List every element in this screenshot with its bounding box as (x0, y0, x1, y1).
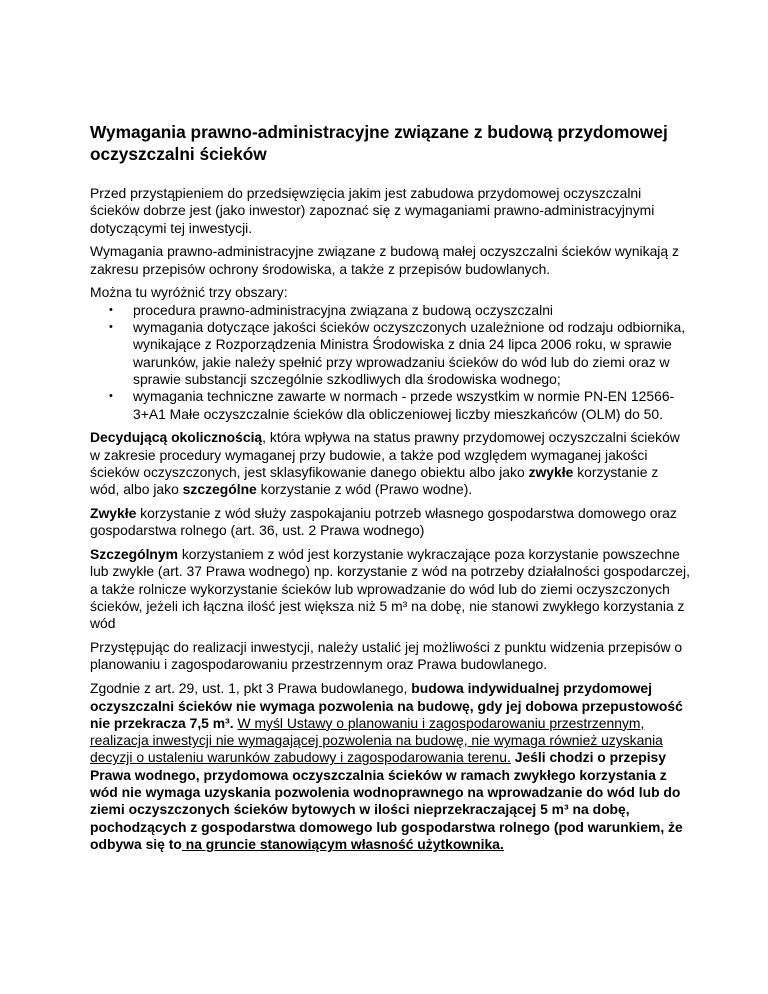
text-run: korzystanie z wód (Prawo wodne). (256, 481, 473, 498)
text-run: korzystaniem z wód jest korzystanie wykraczające poza korzystanie powszechne lub zwykłe (art. 37 Prawa wodnego) np. korzystanie z wód na potrzeby działalności gospodarczej, a także rolnicze wykorzystanie ścieków lub wprowadzanie do wód lub do ziemi oczyszczonych ścieków, jeżeli ich łączna ilość jest większa niż 5 m³ na dobę, nie stanowi zwykłego korzystania z wód (90, 546, 690, 632)
bold-text: budowa indywidualnej przydomowej oczyszczalni ścieków nie wymaga pozwolenia na budowę, gdy jej dobowa przepustowość nie przekracza 7,5 m³. (90, 680, 683, 731)
text-run: korzystanie z wód, albo jako (90, 463, 659, 498)
bullet-icon: • (109, 321, 113, 334)
text-run: korzystanie z wód służy zaspokajaniu potrzeb własnego gospodarstwa domowego oraz gospodarstwa rolnego (art. 36, ust. 2 Prawa wodnego) (90, 505, 677, 539)
bullet-icon: • (109, 303, 113, 316)
areas-list (90, 302, 690, 423)
decisive-circumstance-paragraph (90, 429, 690, 498)
list-item (109, 388, 690, 423)
areas-intro-paragraph: Można tu wyróżnić trzy obszary: (90, 284, 288, 301)
intro-paragraph: Przed przystąpieniem do przedsięwzięcia jakim jest zabudowa przydomowej oczyszczalni ścieków dobrze jest (jako inwestor) zapoznać się z wymaganiami prawno-administracyjnymi dotyczącymi tej inwestycji. (90, 185, 655, 236)
bold-text: Decydującą okolicznością (90, 429, 263, 446)
bold-text: szczególne (182, 481, 257, 498)
text-run: , która wpływa na status prawny przydomowej oczyszczalni ścieków w zakresie procedury wymaganej przy budowie, a także pod względem wymaganej jakości ścieków oczyszczonych, jest sklasyfikowanie danego obiektu albo jako (90, 429, 680, 480)
text-run: Zgodnie z art. 29, ust. 1, pkt 3 Prawa budowlanego, (90, 680, 412, 697)
requirements-paragraph: Wymagania prawno-administracyjne związane z budową małej oczyszczalni ścieków wynikają z zakresu przepisów ochrony środowiska, a także z przepisów budowlanych. (90, 243, 679, 277)
underlined-text: na gruncie stanowiącym własność użytkownika. (181, 835, 504, 852)
list-item-text: procedura prawno-administracyjna związana z budową oczyszczalni (133, 301, 554, 318)
list-item (109, 301, 690, 319)
bold-text: Zwykłe (90, 505, 137, 522)
bold-text: Jeśli chodzi o przepisy Prawa wodnego, przydomowa oczyszczalnia ścieków w ramach zwykłego korzystania z wód nie wymaga uzyskania pozwolenia wodnoprawnego na wprowadzanie do wód lub do ziemi oczyszczonych ścieków bytowych w ilości nieprzekraczającej 5 m³ na dobę, pochodzących z gospodarstwa domowego lub gospodarstwa rolnego (pod warunkiem, że odbywa się to (90, 749, 683, 852)
planning-paragraph: Przystępując do realizacji inwestycji, należy ustalić jej możliwości z punktu widzenia przepisów o planowaniu i zagospodarowaniu przestrzennym oraz Prawa budowlanego. (90, 639, 683, 673)
list-item-text: wymagania dotyczące jakości ścieków oczyszczonych uzależnione od rodzaju odbiornika, wynikające z Rozporządzenia Ministra Środowiska z dnia 24 lipca 2006 roku, w sprawie warunków, jakie należy spełnić przy wprowadzaniu ścieków do wód lub do ziemi oraz w sprawie substancji szczególnie szkodliwych dla środowiska wodnego; (133, 319, 686, 387)
building-law-paragraph (90, 680, 690, 853)
bold-underlined-text (182, 836, 504, 852)
list-item-text: wymagania techniczne zawarte w normach - przede wszystkim w normie PN-EN 12566-3+A1 Małe oczyszczalnie ścieków dla obliczeniowej liczby mieszkańców (OLM) do 50. (133, 388, 675, 422)
bullet-icon: • (109, 390, 113, 403)
special-use-paragraph (90, 546, 690, 632)
list-item (109, 319, 690, 388)
bold-text: Szczególnym (90, 546, 178, 563)
bold-text: zwykłe (528, 463, 574, 480)
ordinary-use-paragraph (90, 505, 690, 540)
underlined-text: W myśl Ustawy o planowaniu i zagospodarowaniu przestrzennym, realizacja inwestycji nie wymagającej pozwolenia na budowę, nie wymaga również uzyskania decyzji o ustaleniu warunków zabudowy i zagospodarowania terenu. (90, 714, 663, 766)
document-page (90, 121, 690, 860)
document-title: Wymagania prawno-administracyjne związane z budową przydomowej oczyszczalni ścieków (90, 122, 668, 164)
